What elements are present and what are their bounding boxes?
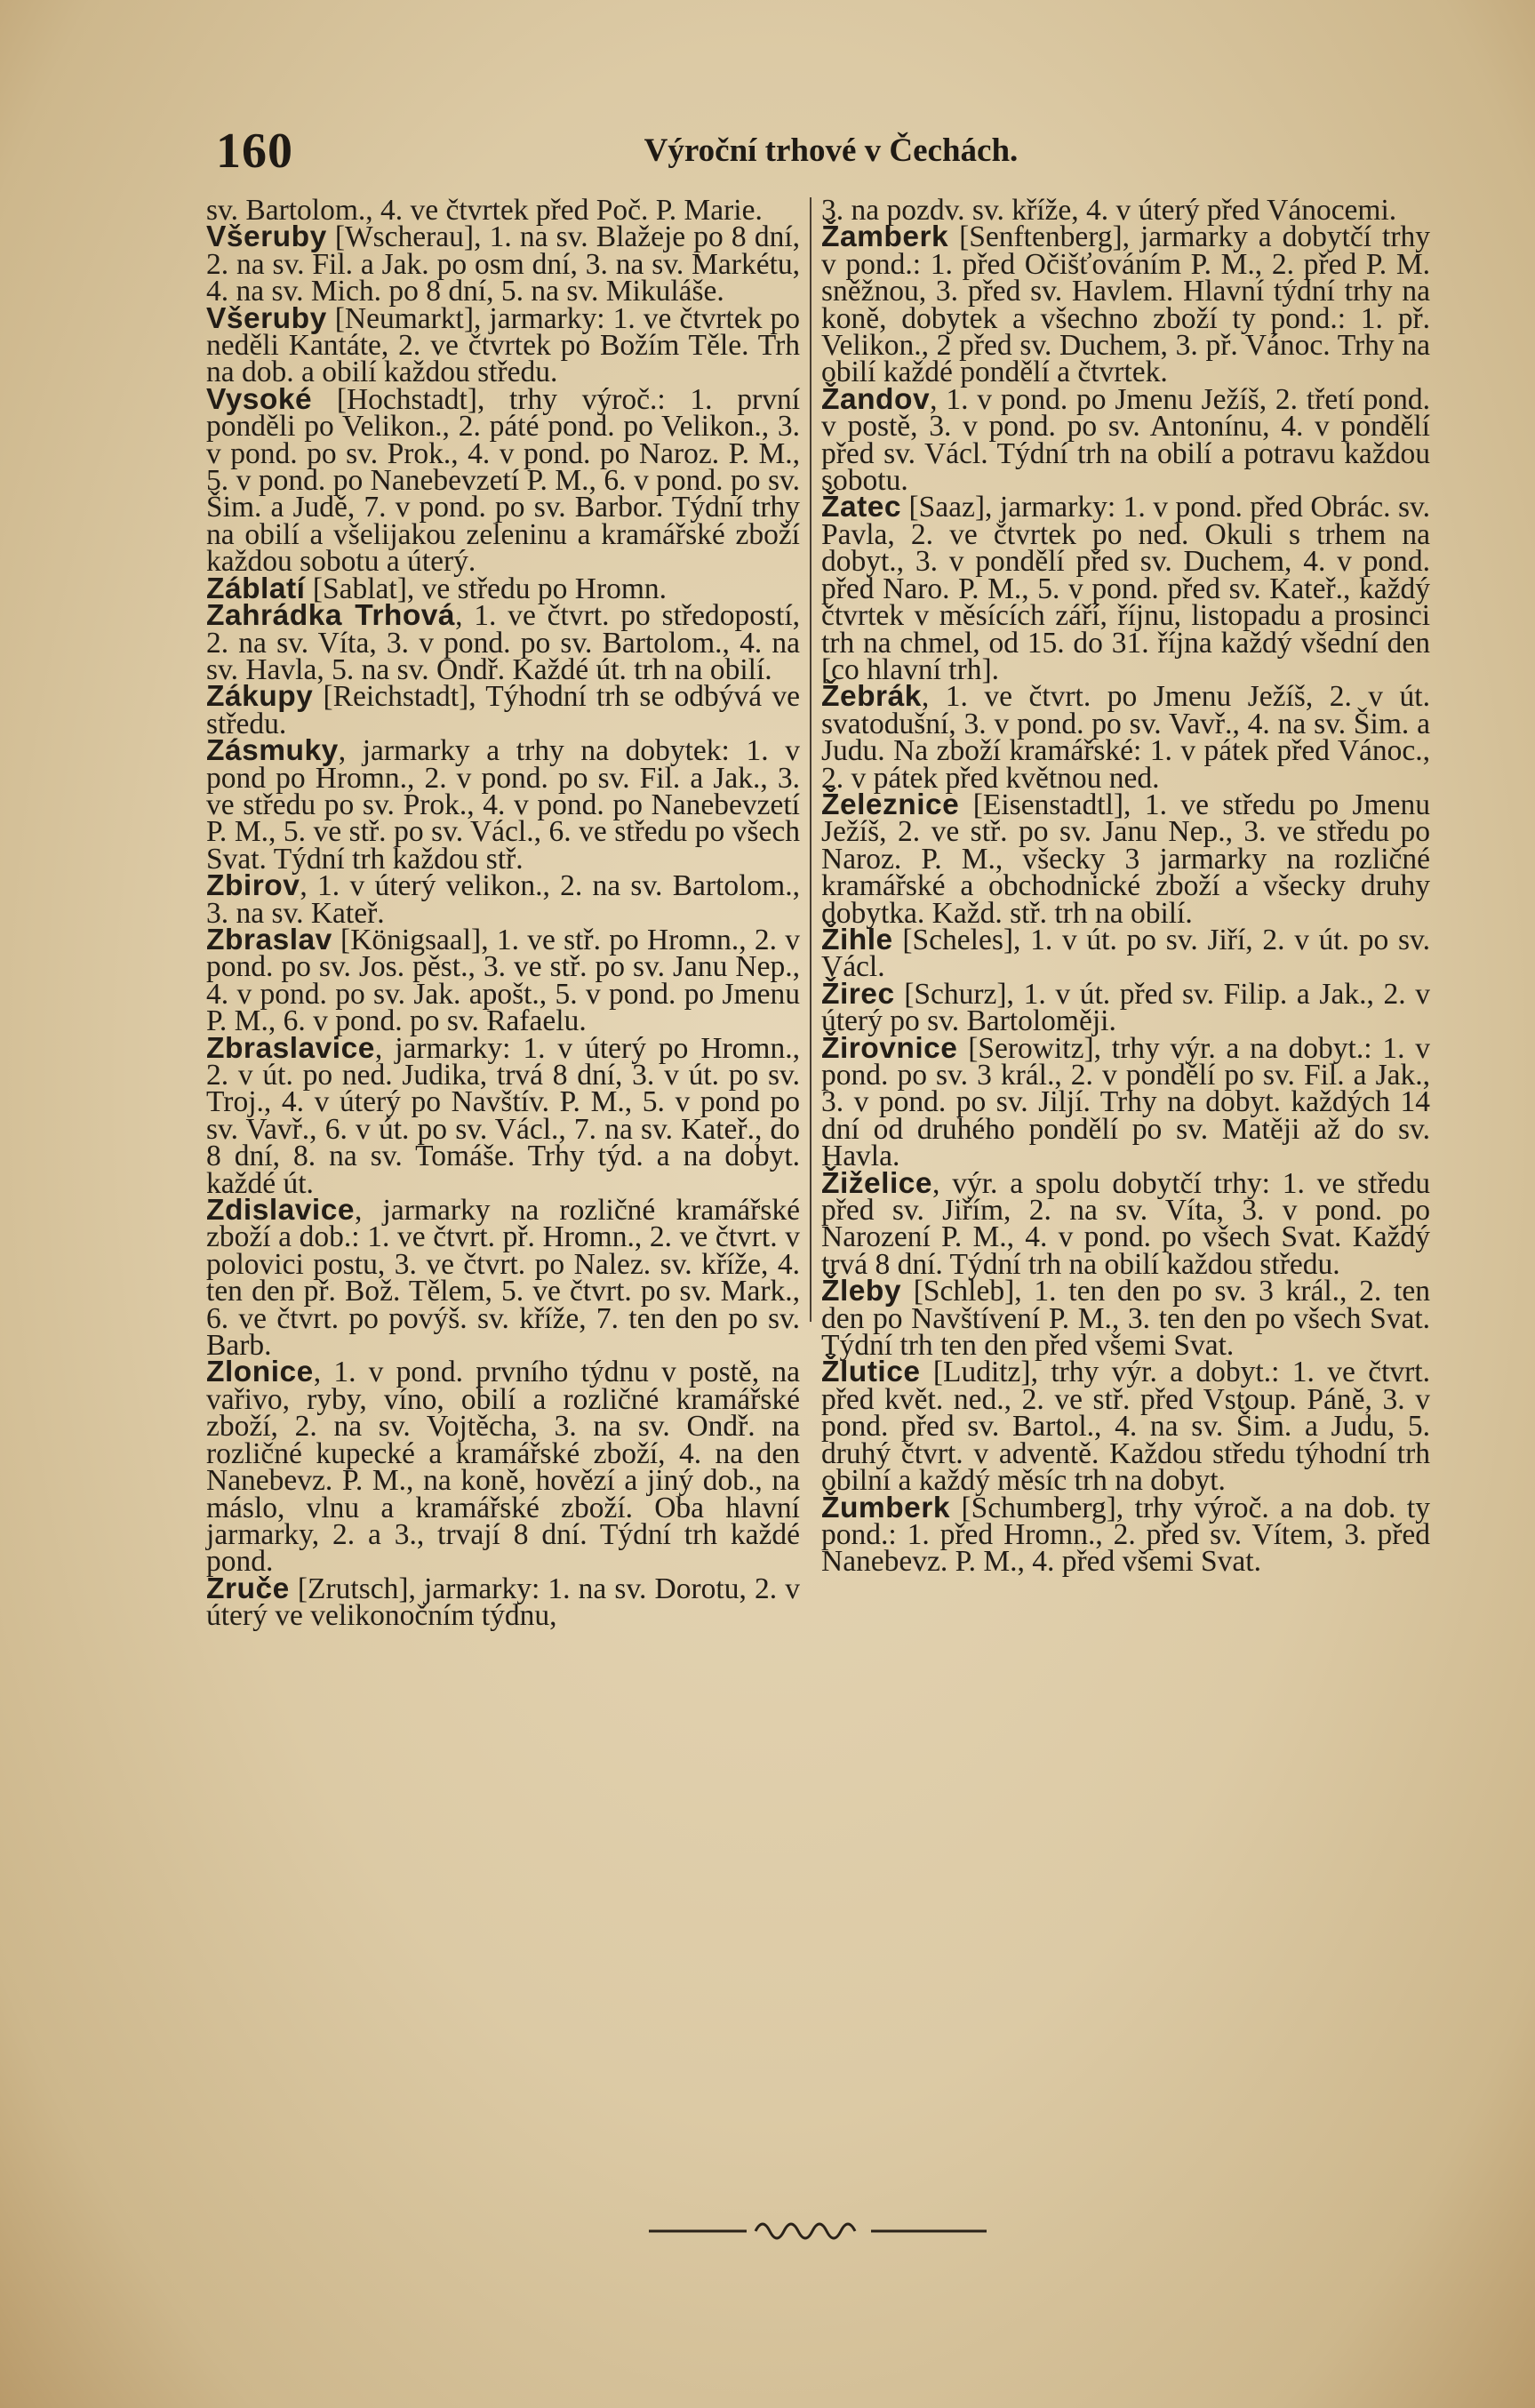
entry-text: [Zrutsch], jarmarky: 1. na sv. Dorotu, 2. v úterý ve velikonočním týdnu, bbox=[206, 1572, 800, 1633]
entry bbox=[821, 1275, 1430, 1363]
entry-headword: Všeruby bbox=[206, 220, 327, 254]
entry bbox=[206, 1194, 800, 1363]
entry bbox=[821, 1031, 1430, 1173]
entry-headword: Žamberk bbox=[821, 220, 949, 254]
entry-text: [Senftenberg], jarmarky a dobytčí trhy v pond.: 1. před Očišťováním P. M., 2. před P. M. sněžnou, 3. před sv. Havlem. Hlavní týdní trhy na koně, dobytek a všechno zboží ty pond.: 1. př. Velikon., 2 před sv. Duchem, 3. př. Vánoc. Trhy na obilí každé pondělí a čtvrtek. bbox=[821, 220, 1430, 389]
entry-headword: Zbraslav bbox=[206, 923, 332, 956]
entry bbox=[206, 680, 800, 740]
entry-text: , 1. v úterý velikon., 2. na sv. Bartolom., 3. na sv. Kateř. bbox=[206, 869, 800, 930]
running-head: Výroční trhové v Čechách. bbox=[644, 132, 1019, 169]
entry bbox=[821, 382, 1430, 498]
entry bbox=[206, 599, 800, 686]
entry bbox=[206, 1031, 800, 1200]
entry-text: [Eisenstadtl], 1. ve středu po Jmenu Ježíš, 2. ve stř. po sv. Janu Nep., 3. ve středu po Naroz. P. M., všecky 3 jarmarky na rozličné kramářské a obchodnické zboží a všecky druhy dobytka. Každ. stř. trh na obilí. bbox=[821, 788, 1430, 930]
entry bbox=[821, 1356, 1430, 1498]
entry bbox=[206, 1356, 800, 1579]
entry-text: [Schleb], 1. ten den po sv. 3 král., 2. ten den po Navštívení P. M., 3. ten den po všech Svat. Týdní trh ten den před všemi Svat. bbox=[821, 1275, 1430, 1363]
entry-headword: Zbirov bbox=[206, 869, 300, 903]
entry-headword: Žleby bbox=[821, 1275, 901, 1308]
entry-headword: Žatec bbox=[821, 491, 902, 524]
entry-headword: Žlutice bbox=[821, 1356, 921, 1389]
entry bbox=[206, 1572, 800, 1633]
entry-text: , 1. v pond. prvního týdnu v postě, na vařivo, ryby, víno, obilí a rozličné kramářské zboží, 2. na sv. Vojtěcha, 3. na sv. Ondř. na rozličné kupecké a kramářské zboží, 4. na den Nanebevz. P. M., na koně, hovězí a jiný dob., na máslo, vlnu a kramářské zboží. Oba hlavní jarmarky, 2. a 3., trvají 8 dní. Týdní trh každé pond. bbox=[206, 1356, 800, 1579]
entry-text: , 1. v pond. po Jmenu Ježíš, 2. třetí pond. v postě, 3. v pond. po sv. Antonínu, 4. v pondělí před sv. Václ. Týdní trh na obilí a potravu každou sobotu. bbox=[821, 382, 1430, 498]
entry-headword: Zbraslavice bbox=[206, 1031, 375, 1065]
entry-headword: Zdislavice bbox=[206, 1194, 356, 1228]
entry-headword: Zlonice bbox=[206, 1356, 314, 1389]
entry-headword: Žirec bbox=[821, 977, 895, 1011]
page-number: 160 bbox=[216, 124, 293, 179]
entry bbox=[206, 923, 800, 1038]
entry-headword: Zásmuky bbox=[206, 734, 339, 768]
entry bbox=[206, 220, 800, 308]
entry-text: , 1. ve čtvrt. po Jmenu Ježíš, 2. v út. svatodušní, 3. v pond. po sv. Vavř., 4. na sv. Šim. a Judu. Na zboží kramářské: 1. v pátek před Vánoc., 2. v pátek před květnou ned. bbox=[821, 680, 1430, 795]
entry-text: , jarmarky a trhy na dobytek: 1. v pond po Hromn., 2. v pond. po sv. Fil. a Jak., 3. ve středu po sv. Prok., 4. v pond. po Nanebevzetí P. M., 5. ve stř. po sv. Václ., 6. ve středu po všech Svat. Týdní trh každou stř. bbox=[206, 734, 800, 876]
entry-headword: Žirovnice bbox=[821, 1031, 958, 1065]
entry-headword: Zákupy bbox=[206, 680, 314, 714]
entry bbox=[821, 788, 1430, 930]
entry-headword: Žebrák bbox=[821, 680, 922, 714]
entry-text: sv. Bartolom., 4. ve čtvrtek před Poč. P. Marie. bbox=[206, 194, 763, 227]
entry-text: [Schurz], 1. v út. před sv. Filip. a Jak., 2. v úterý po sv. Bartoloměji. bbox=[821, 977, 1430, 1038]
entry-headword: Zahrádka Trhová bbox=[206, 599, 456, 633]
entry bbox=[206, 382, 800, 579]
entry-text: 3. na pozdv. sv. kříže, 4. v úterý před Vánocemi. bbox=[821, 194, 1397, 227]
entry-text: , jarmarky na rozličné kramářské zboží a dob.: 1. ve čtvrt. př. Hromn., 2. ve čtvrt. v polovici postu, 3. ve čtvrt. po Nalez. sv. kříže, 4. ten den př. Bož. Tělem, 5. ve čtvrt. po sv. Mark., 6. ve čtvrt. po povýš. sv. kříže, 7. ten den po sv. Barb. bbox=[206, 1194, 800, 1363]
entry-text: [Schumberg], trhy výroč. a na dob. ty pond.: 1. před Hromn., 2. před sv. Vítem, 3. před Nanebevz. P. M., 4. před všemi Svat. bbox=[821, 1491, 1430, 1579]
entry-text: [Sablat], ve středu po Hromn. bbox=[305, 572, 668, 605]
entry-headword: Zruče bbox=[206, 1572, 290, 1605]
column-divider bbox=[810, 197, 811, 1322]
entry-headword: Žumberk bbox=[821, 1491, 950, 1524]
entry bbox=[821, 680, 1430, 795]
entry-headword: Žiželice bbox=[821, 1166, 933, 1200]
entry bbox=[206, 734, 800, 876]
entry-headword: Všeruby bbox=[206, 301, 327, 335]
entry-text: [Serowitz], trhy výr. a na dobyt.: 1. v pond. po sv. 3 král., 2. v pondělí po sv. Fil. a Jak., 3. v pond. po sv. Jiljí. Trhy na dobyt. každých 14 dní od druhého pondělí po sv. Matěji až do sv. Havla. bbox=[821, 1031, 1430, 1173]
entry bbox=[821, 923, 1430, 984]
entry-headword: Železnice bbox=[821, 788, 960, 821]
entry-text: [Wscherau], 1. na sv. Blažeje po 8 dní, 2. na sv. Fil. a Jak. po osm dní, 3. na sv. Markétu, 4. na sv. Mich. po 8 dní, 5. na sv. Mikuláše. bbox=[206, 220, 800, 308]
entry-headword: Vysoké bbox=[206, 382, 313, 416]
right-column bbox=[821, 194, 1430, 1579]
entry bbox=[821, 977, 1430, 1038]
entry-text: [Luditz], trhy výr. a dobyt.: 1. ve čtvrt. před květ. ned., 2. ve stř. před Vstoup. Páně, 3. v pond. před sv. Bartol., 4. na sv. Šim. a Judu, 5. druhý čtvrt. v adventě. Každou středu týhodní trh obilní a každý měsíc trh na dobyt. bbox=[821, 1356, 1430, 1498]
entry-text: , jarmarky: 1. v úterý po Hromn., 2. v út. po ned. Judika, trvá 8 dní, 3. v út. po sv. Troj., 4. v úterý po Navštív. P. M., 5. v pond po sv. Vavř., 6. v út. po sv. Václ., 7. na sv. Kateř., do 8 dní, 8. na sv. Tomáše. Trhy týd. a na dobyt. každé út. bbox=[206, 1031, 800, 1200]
entry bbox=[206, 869, 800, 930]
entry-text: [Scheles], 1. v út. po sv. Jiří, 2. v út. po sv. Václ. bbox=[821, 923, 1430, 984]
entry bbox=[206, 301, 800, 389]
left-column bbox=[206, 194, 800, 1633]
entry-text: , 1. ve čtvrt. po středopostí, 2. na sv. Víta, 3. v pond. po sv. Bartolom., 4. na sv. Havla, 5. na sv. Ondř. Každé út. trh na obilí. bbox=[206, 599, 800, 686]
entry bbox=[821, 220, 1430, 389]
entry-text: [Neumarkt], jarmarky: 1. ve čtvrtek po neděli Kantáte, 2. ve čtvrtek po Božím Těle. Trh na dob. a obilí každou středu. bbox=[206, 301, 800, 389]
entry-text: [Hochstadt], trhy výroč.: 1. první ponděli po Velikon., 2. páté pond. po Velikon., 3. v pond. po sv. Prok., 4. v pond. po Naroz. P. M., 5. v pond. po Nanebevzetí P. M., 6. v pond. po sv. Šim. a Judě, 7. v pond. po sv. Barbor. Týdní trhy na obilí a všelijakou zeleninu a kramářské zboží každou sobotu a úterý. bbox=[206, 382, 800, 579]
entry-text: , výr. a spolu dobytčí trhy: 1. ve středu před sv. Jiřím, 2. na sv. Víta, 3. v pond. po Narození P. M., 4. v pond. po všech Svat. Každý trvá 8 dní. Týdní trh na obilí každou středu. bbox=[821, 1166, 1430, 1281]
entry-text: [Königsaal], 1. ve stř. po Hromn., 2. v pond. po sv. Jos. pěst., 3. ve stř. po sv. Janu Nep., 4. v pond. po sv. Jak. apošt., 5. v pond. po Jmenu P. M., 6. v pond. po sv. Rafaelu. bbox=[206, 923, 800, 1038]
end-ornament bbox=[649, 2209, 987, 2253]
entry-headword: Žandov bbox=[821, 382, 931, 416]
entry-headword: Žihle bbox=[821, 923, 893, 956]
entry bbox=[821, 1166, 1430, 1281]
entry bbox=[821, 491, 1430, 686]
entry-text: [Saaz], jarmarky: 1. v pond. před Obrác. sv. Pavla, 2. ve čtvrtek po ned. Okuli s trhem na dobyt., 3. v pondělí před sv. Duchem, 4. v pond. před Naro. P. M., 5. v pond. před sv. Kateř., každý čtvrtek v měsících září, říjnu, listopadu a prosinci trh na chmel, od 15. do 31. října každý všední den [co hlavní trh]. bbox=[821, 491, 1430, 686]
entry-text: [Reichstadt], Týhodní trh se odbývá ve středu. bbox=[206, 680, 800, 740]
entry bbox=[821, 1491, 1430, 1579]
entry-headword: Záblatí bbox=[206, 572, 306, 605]
